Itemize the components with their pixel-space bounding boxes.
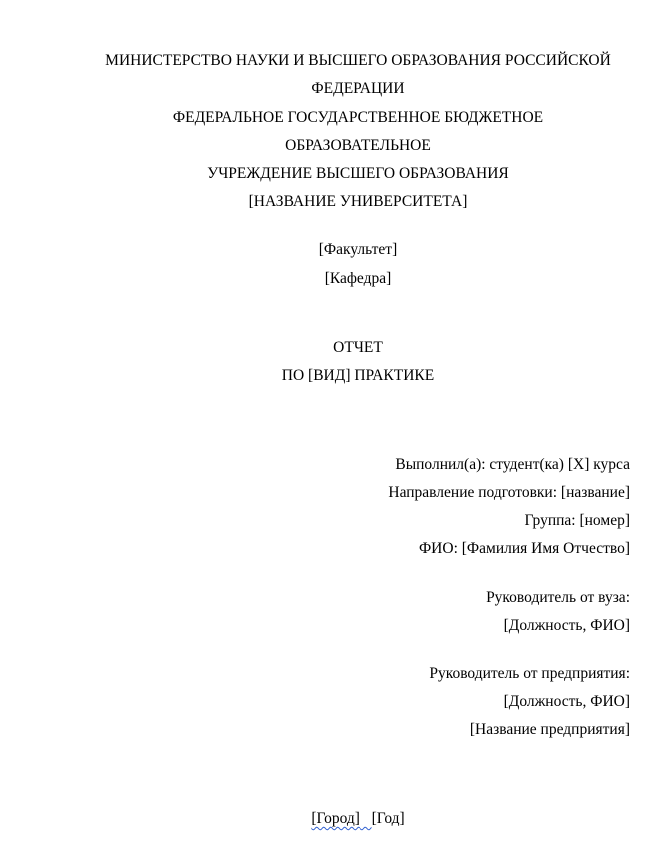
study-direction: Направление подготовки: [название] [388,484,630,501]
university-supervisor-value: [Должность, ФИО] [503,617,630,634]
institution-line-2: ОБРАЗОВАТЕЛЬНОЕ [285,137,431,154]
year: [Год] [371,810,405,827]
institution-line-3: УЧРЕЖДЕНИЕ ВЫСШЕГО ОБРАЗОВАНИЯ [207,165,509,182]
ministry-line-1: МИНИСТЕРСТВО НАУКИ И ВЫСШЕГО ОБРАЗОВАНИЯ РОССИЙСКОЙ [105,52,611,69]
ministry-line-2: ФЕДЕРАЦИИ [311,80,405,97]
university-name: [НАЗВАНИЕ УНИВЕРСИТЕТА] [248,193,468,210]
university-supervisor-label: Руководитель от вуза: [486,589,630,606]
student-name: ФИО: [Фамилия Имя Отчество] [418,540,630,557]
report-title: ОТЧЕТ [333,339,383,356]
city: [Город] [311,810,360,827]
faculty: [Факультет] [318,241,398,258]
company-supervisor-label: Руководитель от предприятия: [429,665,630,682]
institution-line-1: ФЕДЕРАЛЬНОЕ ГОСУДАРСТВЕННОЕ БЮДЖЕТНОЕ [172,109,544,126]
company-supervisor-value: [Должность, ФИО] [503,693,630,710]
completed-by: Выполнил(а): студент(ка) [X] курса [395,456,630,473]
report-subtitle: ПО [ВИД] ПРАКТИКЕ [281,367,435,384]
department: [Кафедра] [324,270,392,287]
company-name: [Название предприятия] [469,721,630,738]
city-year [0,809,671,829]
student-group: Группа: [номер] [524,512,630,529]
